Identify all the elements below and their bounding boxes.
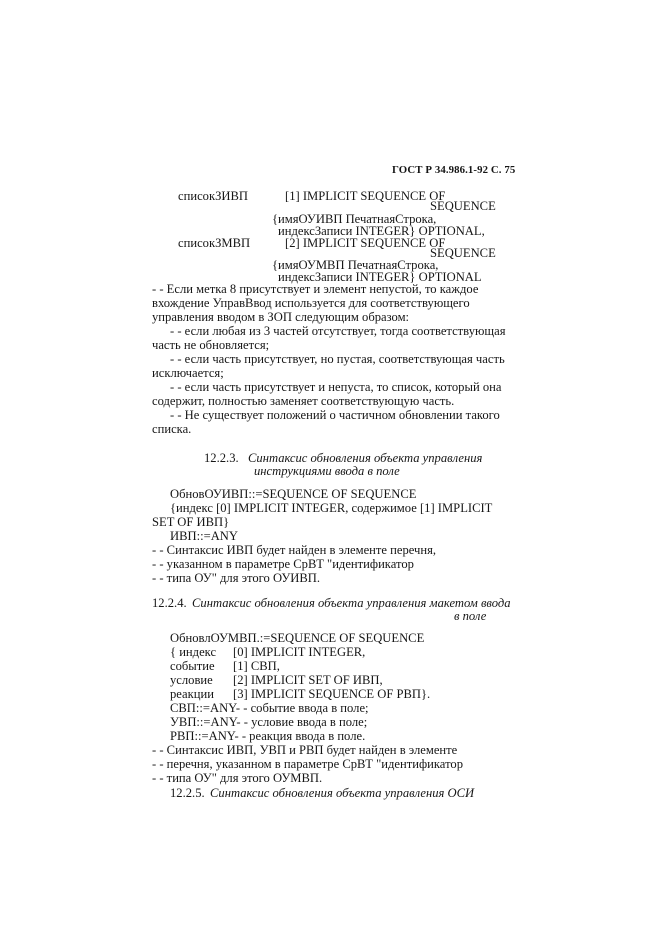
section-title-line-2: инструкциями ввода в поле <box>254 464 400 478</box>
spisok-zivp-def: [1] IMPLICIT SEQUENCE OF <box>285 189 446 203</box>
code-line: ИВП::=ANY <box>170 529 238 543</box>
section-number: 12.2.3. <box>204 451 239 465</box>
spisok-zmvp-sequence: SEQUENCE <box>430 246 496 260</box>
code-line: ОбновлОУМВП.:=SEQUENCE OF SEQUENCE <box>170 631 425 645</box>
section-number: 12.2.4. <box>152 596 187 610</box>
field-name: { индекс <box>170 645 217 659</box>
paragraph-line: управления вводом в ЗОП следующим образом: <box>152 310 410 324</box>
comment-line: - - Синтаксис ИВП, УВП и РВП будет найден в элементе <box>152 743 458 757</box>
spisok-zmvp-def: [2] IMPLICIT SEQUENCE OF <box>285 236 446 250</box>
bullet-line: часть не обновляется; <box>152 338 270 352</box>
bullet-line: - - если любая из 3 частей отсутствует, тогда соответствующая <box>170 324 506 338</box>
definition-line: УВП::=ANY- - условие ввода в поле; <box>170 715 368 729</box>
comment-line: - - перечня, указанном в параметре СрВТ "идентификатор <box>152 757 463 771</box>
comment-line: - - указанном в параметре СрВТ "идентификатор <box>152 557 414 571</box>
comment-line: - - Синтаксис ИВП будет найден в элементе перечня, <box>152 543 437 557</box>
spisok-zivp-name: списокЗИВП <box>178 189 248 203</box>
field-name: событие <box>170 659 215 673</box>
bullet-line: - - если часть присутствует и непуста, то список, который она <box>170 380 502 394</box>
comment-line: - - типа ОУ" для этого ОУМВП. <box>152 771 323 785</box>
field-name: условие <box>170 673 213 687</box>
code-line: ОбновОУИВП::=SEQUENCE OF SEQUENCE <box>170 487 417 501</box>
field-def: [3] IMPLICIT SEQUENCE OF РВП}. <box>233 687 431 701</box>
code-line: SET OF ИВП} <box>152 515 230 529</box>
spisok-zmvp-field-2: индексЗаписи INTEGER} OPTIONAL <box>278 270 482 284</box>
spisok-zmvp-field-1: {имяОУМВП ПечатнаяСтрока, <box>272 258 439 272</box>
field-name: реакции <box>170 687 214 701</box>
paragraph-line-justified: вхождение УправВвод используется для соответствующего <box>152 296 470 310</box>
paragraph-line: - - Если метка 8 присутствует и элемент непустой, то каждое <box>152 282 479 296</box>
field-def: [1] СВП, <box>233 659 280 673</box>
spisok-zivp-sequence: SEQUENCE <box>430 199 496 213</box>
section-title-line-2: в поле <box>454 609 487 623</box>
code-line: {индекс [0] IMPLICIT INTEGER, содержимое [1] IMPLICIT <box>170 501 493 515</box>
bullet-line: исключается; <box>152 366 224 380</box>
spisok-zivp-field-2: индексЗаписи INTEGER} OPTIONAL, <box>278 224 485 238</box>
section-title-line-1: Синтаксис обновления объекта управления <box>248 451 483 465</box>
bullet-line: содержит, полностью заменяет соответствующую часть. <box>152 394 455 408</box>
section-title: Синтаксис обновления объекта управления ОСИ <box>210 786 475 800</box>
comment-line: - - типа ОУ" для этого ОУИВП. <box>152 571 321 585</box>
definition-line: СВП::=ANY- - событие ввода в поле; <box>170 701 369 715</box>
spisok-zivp-field-1: {имяОУИВП ПечатнаяСтрока, <box>272 212 437 226</box>
field-def: [2] IMPLICIT SET OF ИВП, <box>233 673 383 687</box>
definition-line: РВП::=ANY- - реакция ввода в поле. <box>170 729 366 743</box>
running-header: ГОСТ Р 34.986.1-92 С. 75 <box>392 164 516 176</box>
bullet-line: - - Не существует положений о частичном обновлении такого <box>170 408 500 422</box>
section-title-line-1: Синтаксис обновления объекта управления макетом ввода <box>192 596 511 610</box>
field-def: [0] IMPLICIT INTEGER, <box>233 645 366 659</box>
section-number: 12.2.5. <box>170 786 205 800</box>
spisok-zmvp-name: списокЗМВП <box>178 236 251 250</box>
bullet-line: списка. <box>152 422 192 436</box>
bullet-line: - - если часть присутствует, но пустая, соответствующая часть <box>170 352 505 366</box>
